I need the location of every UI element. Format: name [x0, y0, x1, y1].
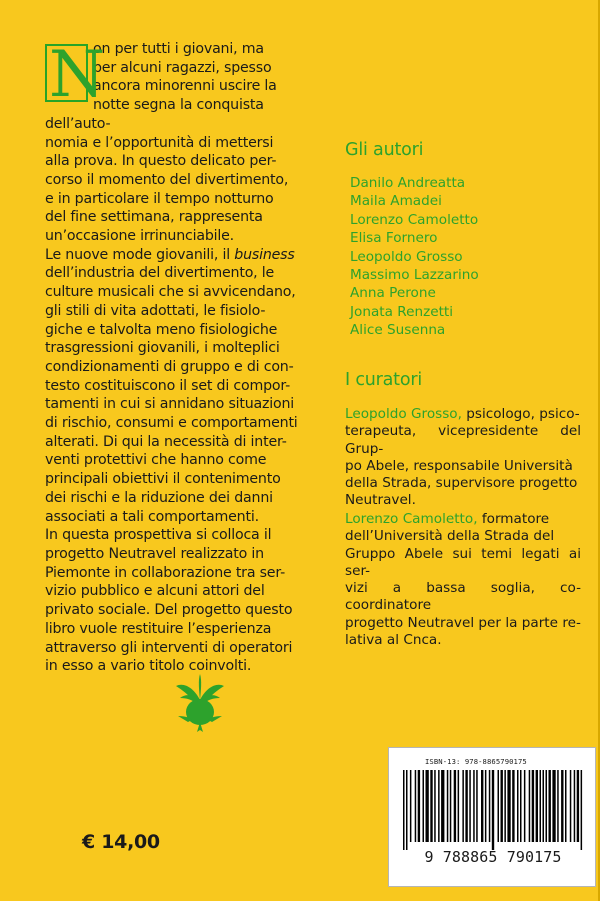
curator-name: Lorenzo Camoletto,: [345, 511, 478, 527]
authors-section: [345, 140, 600, 340]
barcode-bar: [529, 770, 531, 842]
intro-line: corso il momento del divertimento,: [45, 171, 289, 188]
intro-line: privato sociale. Del progetto questo: [45, 602, 293, 619]
barcode-bar: [447, 770, 449, 842]
author-name: Leopoldo Grosso: [350, 248, 463, 265]
barcode-bar: [501, 770, 503, 842]
intro-line: In questa prospettiva si colloca il: [45, 527, 272, 544]
barcode-bar: [557, 770, 559, 842]
curator-bio-line: psicologo, psico-: [461, 406, 580, 422]
barcode-bar: [406, 770, 408, 850]
intro-line: attraverso gli interventi di operatori: [45, 639, 293, 656]
barcode-bar: [454, 770, 456, 842]
intro-line: e in particolare il tempo notturno: [45, 190, 274, 207]
curator-entry-camoletto: [345, 511, 581, 649]
curator-bio-line: dell’Università della Strada del: [345, 528, 555, 545]
barcode-bar: [504, 770, 506, 842]
curator-bio-line: Neutravel.: [345, 492, 416, 509]
curator-bio-line: po Abele, responsabile Università: [345, 457, 573, 474]
intro-line: nomia e l’opportunità di mettersi: [45, 134, 274, 151]
barcode-bar: [570, 770, 572, 842]
barcode-bar: [450, 770, 452, 842]
intro-line: condizionamenti di gruppo e di con-: [45, 358, 294, 375]
dropcap-letter: N: [49, 38, 105, 112]
intro-line: libro vuole restituire l’esperienza: [45, 620, 272, 637]
barcode-bar: [418, 770, 420, 842]
isbn-label: ISBN-13: 978-8865790175: [425, 757, 527, 766]
curator-bio-line: Gruppo Abele sui temi legati ai ser-: [345, 545, 581, 579]
barcode-bar: [549, 770, 551, 842]
barcode-bar: [524, 770, 526, 842]
intro-line: giche e talvolta meno fisiologiche: [45, 321, 278, 338]
barcode-bar: [520, 770, 522, 842]
barcode-bar: [462, 770, 464, 842]
barcode-bar: [546, 770, 548, 842]
barcode-bar: [489, 770, 491, 842]
barcode-bar: [543, 770, 545, 842]
authors-title: Gli autori: [345, 140, 424, 160]
barcode-bar: [574, 770, 576, 842]
curator-bio-line: formatore: [477, 511, 550, 527]
intro-line: un’occasione irrinunciabile.: [45, 228, 234, 245]
curator-name: Leopoldo Grosso,: [345, 406, 462, 422]
barcode-bar: [481, 770, 483, 842]
author-name: Lorenzo Camoletto: [350, 211, 479, 228]
intro-line: ancora minorenni uscire la: [93, 78, 277, 95]
barcode-bar: [498, 770, 500, 842]
barcode-bar: [540, 770, 542, 842]
intro-line: principali obiettivi il contenimento: [45, 471, 281, 488]
barcode-bar: [552, 770, 555, 842]
barcode-bar: [565, 770, 567, 842]
intro-line: dei rischi e la riduzione dei danni: [45, 489, 273, 506]
barcode-bar: [403, 770, 405, 850]
intro-line: del fine settimana, rappresenta: [45, 209, 263, 226]
curator-entry-grosso: [345, 406, 581, 510]
barcode-digits: 9 788865 790175: [424, 848, 562, 866]
barcode-bar: [512, 770, 514, 842]
barcode-bar: [577, 770, 579, 842]
barcode-bar: [476, 770, 478, 842]
barcode-bar: [532, 770, 534, 842]
intro-line: venti protettivi che hanno come: [45, 452, 267, 469]
curators-title: I curatori: [345, 370, 422, 390]
author-name: Danilo Andreatta: [350, 175, 466, 191]
curator-bio-line: della Strada, supervisore progetto: [345, 475, 578, 492]
author-name: Massimo Lazzarino: [350, 267, 479, 284]
author-name: Anna Perone: [350, 285, 436, 302]
barcode-bars: [401, 770, 585, 850]
curator-bio-line: progetto Neutravel per la parte re-: [345, 614, 581, 631]
author-name: Jonata Renzetti: [350, 303, 454, 320]
barcode-bar: [426, 770, 429, 842]
business-word: business: [234, 246, 295, 263]
intro-line: alla prova. In questo delicato per-: [45, 153, 277, 170]
barcode-bar: [458, 770, 460, 842]
barcode-area: [388, 747, 596, 887]
barcode-bar: [430, 770, 432, 842]
intro-line: progetto Neutravel realizzato in: [45, 545, 264, 562]
barcode-bar: [517, 770, 519, 842]
dropcap-frame: [45, 38, 105, 112]
curator-bio-line: lativa al Cnca.: [345, 632, 442, 649]
barcode-bar: [434, 770, 436, 842]
barcode-bar: [469, 770, 471, 842]
barcode-bar: [473, 770, 475, 842]
author-name: Maila Amadei: [350, 193, 442, 210]
intro-line: di rischio, consumi e comportamenti: [45, 415, 298, 432]
radish-icon: [170, 672, 230, 734]
intro-line: Piemonte in collaborazione tra ser-: [45, 564, 285, 581]
barcode-bar: [415, 770, 417, 842]
intro-line: alterati. Di qui la necessità di inter-: [45, 433, 287, 450]
authors-list: [345, 174, 600, 340]
curator-bio-line: terapeuta, vicepresidente del Grup-: [345, 423, 581, 457]
intro-text-block: [45, 40, 300, 676]
intro-line: vizio pubblico e alcuni attori del: [45, 583, 265, 600]
intro-line: tamenti in cui si annidano situazioni: [45, 396, 295, 413]
barcode-bar: [438, 770, 440, 842]
intro-line: gli stili di vita adottati, le fisiolo-: [45, 302, 266, 319]
barcode-bar: [536, 770, 538, 842]
barcode-bar: [410, 770, 412, 842]
intro-paragraph: [45, 40, 300, 676]
intro-line: testo costituiscono il set di compor-: [45, 377, 291, 394]
barcode-bar: [441, 770, 444, 842]
author-name: Alice Susenna: [350, 322, 446, 339]
intro-line: trasgressioni giovanili, i molteplici: [45, 340, 280, 357]
barcode-bar: [465, 770, 467, 842]
intro-line: dell’industria del divertimento, le: [45, 265, 275, 282]
intro-line: culture musicali che si avvicendano,: [45, 284, 296, 301]
barcode-bar: [507, 770, 510, 842]
barcode-bar: [581, 770, 583, 850]
intro-line: per alcuni ragazzi, spesso: [93, 59, 272, 76]
intro-line: associati a tali comportamenti.: [45, 508, 259, 525]
intro-line: Le nuove mode giovanili, il: [45, 246, 230, 263]
curator-bio-line: vizi a bassa soglia, co-coordinatore: [345, 580, 581, 614]
intro-line: on per tutti i giovani, ma: [93, 41, 264, 57]
barcode-bar: [485, 770, 487, 842]
intro-line: notte segna la conquista dell’auto-: [45, 97, 264, 132]
price-label: € 14,00: [82, 831, 160, 853]
intro-line: in esso a vario titolo coinvolti.: [45, 658, 252, 675]
author-name: Elisa Fornero: [350, 230, 438, 247]
barcode-bar: [423, 770, 425, 842]
barcode-bar: [492, 770, 494, 850]
barcode-bar: [561, 770, 563, 842]
